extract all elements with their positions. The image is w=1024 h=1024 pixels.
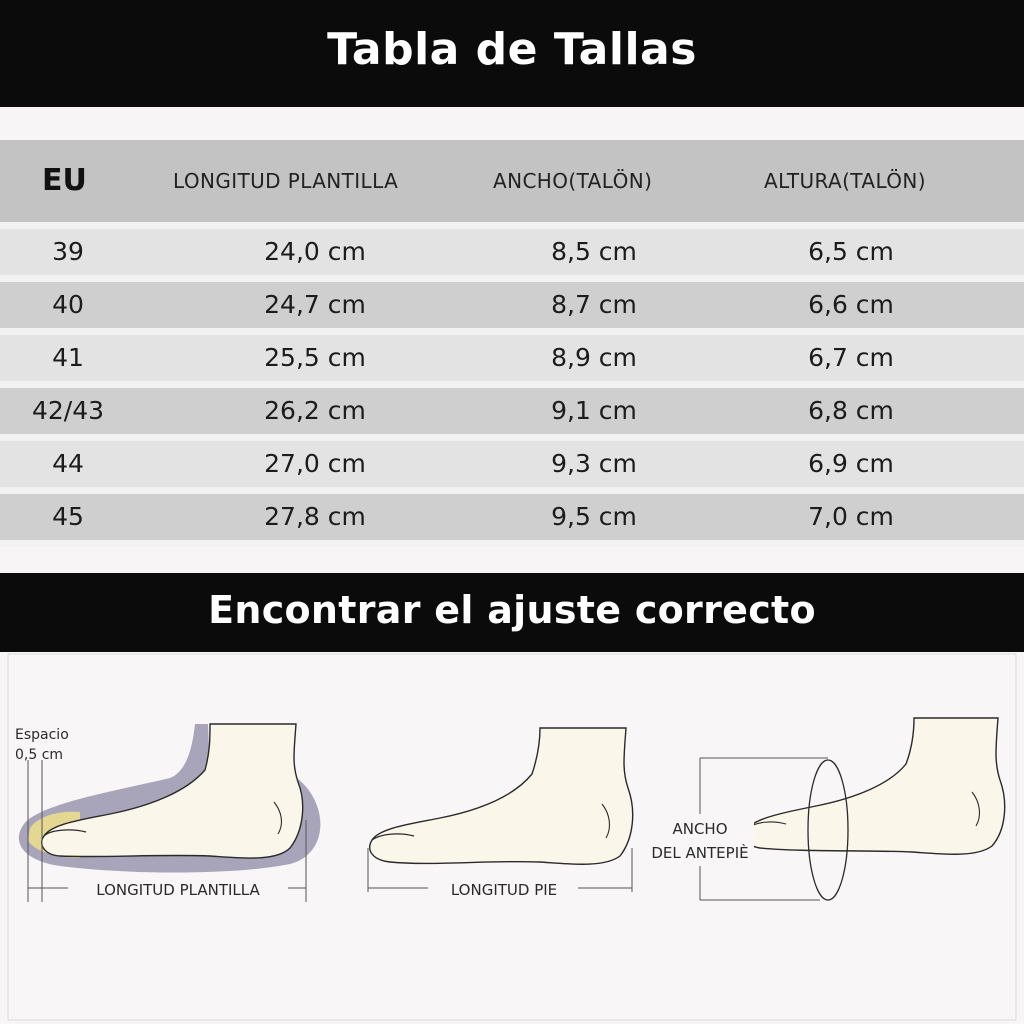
fit-illustration: [0, 652, 1024, 1024]
table-header: [0, 140, 1024, 229]
cell-height: 6,8 cm: [808, 396, 894, 425]
table-row: [0, 494, 1024, 547]
cell-eu: 45: [52, 502, 84, 531]
foot-length-label: LONGITUD PIE: [450, 881, 558, 899]
cell-height: 6,5 cm: [808, 237, 894, 266]
cell-eu: 40: [52, 290, 84, 319]
cell-width: 8,5 cm: [551, 237, 637, 266]
cell-height: 6,6 cm: [808, 290, 894, 319]
cell-width: 9,5 cm: [551, 502, 637, 531]
cell-height: 7,0 cm: [808, 502, 894, 531]
header-eu: EU: [42, 163, 87, 198]
cell-width: 9,1 cm: [551, 396, 637, 425]
size-table: [0, 140, 1024, 547]
table-row: [0, 229, 1024, 282]
cell-length: 26,2 cm: [264, 396, 366, 425]
cell-height: 6,7 cm: [808, 343, 894, 372]
cell-width: 8,7 cm: [551, 290, 637, 319]
cell-length: 27,8 cm: [264, 502, 366, 531]
insole-length-label: LONGITUD PLANTILLA: [96, 881, 260, 899]
page-title: Tabla de Tallas: [0, 0, 1024, 107]
table-row: [0, 388, 1024, 441]
table-row: [0, 441, 1024, 494]
gap-label-line1: Espacio: [15, 727, 69, 743]
cell-length: 24,7 cm: [264, 290, 366, 319]
cell-length: 24,0 cm: [264, 237, 366, 266]
fit-section-title: Encontrar el ajuste correcto: [0, 573, 1024, 652]
table-row: [0, 282, 1024, 335]
table-row: [0, 335, 1024, 388]
forefoot-width-label-line1: ANCHO: [672, 820, 728, 838]
header-length: LONGITUD PLANTILLA: [173, 169, 399, 193]
forefoot-width-label-line2: DEL ANTEPIÈ: [651, 844, 749, 862]
cell-width: 9,3 cm: [551, 449, 637, 478]
gap-label-line2: 0,5 cm: [15, 747, 64, 763]
cell-width: 8,9 cm: [551, 343, 637, 372]
cell-eu: 39: [52, 237, 84, 266]
cell-height: 6,9 cm: [808, 449, 894, 478]
cell-eu: 44: [52, 449, 84, 478]
header-height: ALTURA(TALÖN): [764, 169, 926, 193]
cell-length: 27,0 cm: [264, 449, 366, 478]
header-width: ANCHO(TALÖN): [493, 169, 653, 193]
cell-eu: 41: [52, 343, 84, 372]
cell-length: 25,5 cm: [264, 343, 366, 372]
cell-eu: 42/43: [31, 396, 105, 425]
